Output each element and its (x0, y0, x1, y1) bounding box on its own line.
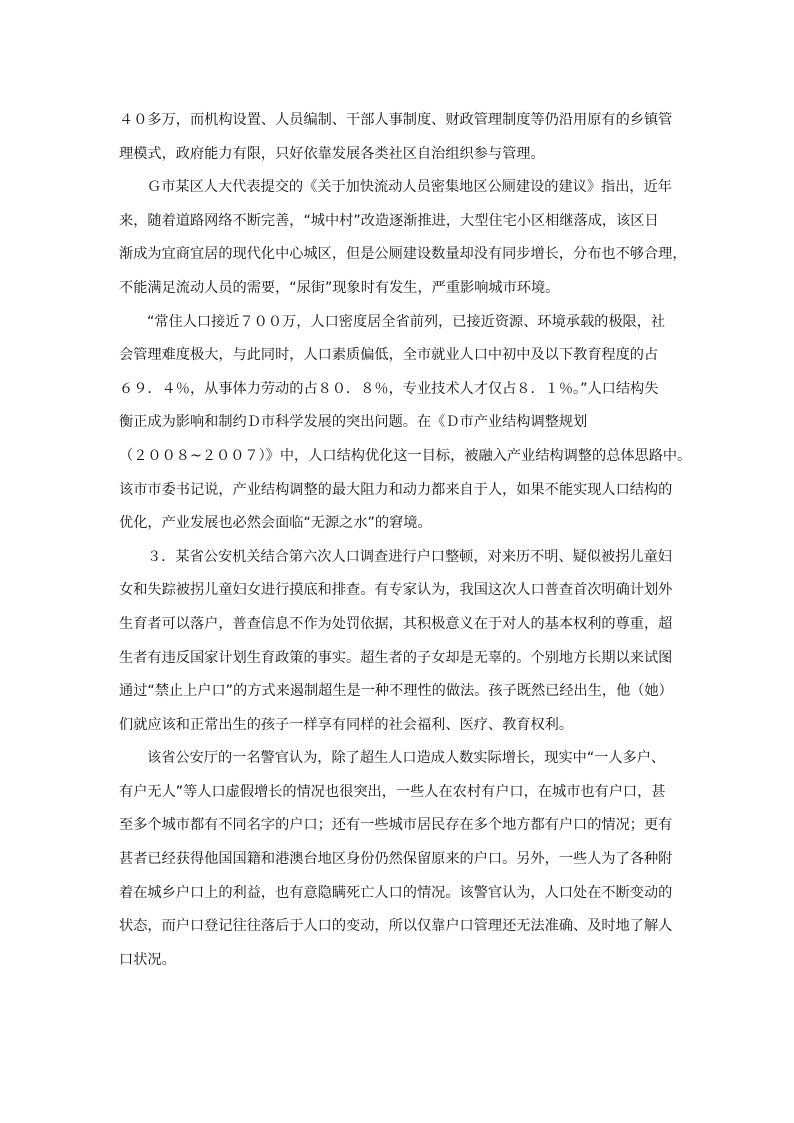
text-line: 口状况。 (119, 951, 176, 968)
text-line: 女和失踪被拐儿童妇女进行摸底和排查。有专家认为，我国这次人口普查首次明确计划外 (119, 582, 673, 599)
text-line: ４０多万，而机构设置、人员编制、干部人事制度、财政管理制度等仍沿用原有的乡镇管 (119, 112, 673, 128)
text-line: 优化，产业发展也必然会面临“无源之水”的窘境。 (119, 515, 432, 532)
paragraph-5 (119, 742, 681, 977)
text-line: Ｇ市某区人大代表提交的《关于加快流动人员密集地区公厕建设的建议》指出，近年 (147, 179, 672, 196)
text-line: 甚者已经获得他国国籍和港澳台地区身份仍然保留原来的户口。另外，一些人为了各种附 (119, 851, 673, 868)
text-line: ３．某省公安机关结合第六次人口调查进行户口整顿，对来历不明、疑似被拐儿童妇 (147, 548, 672, 565)
text-line: 衡正成为影响和制约Ｄ市科学发展的突出问题。在《Ｄ市产业结构调整规划 (119, 414, 588, 431)
text-line: 理模式，政府能力有限，只好依靠发展各类社区自治组织参与管理。 (119, 145, 545, 162)
paragraph-1 (119, 104, 681, 171)
text-line: 该省公安厅的一名警官认为，除了超生人口造成人数实际增长，现实中“一人多户、 (147, 750, 666, 767)
paragraph-3 (119, 306, 692, 541)
paragraph-4 (119, 541, 681, 743)
text-line: 不能满足流动人员的需要，“尿街”现象时有发生，严重影响城市环境。 (119, 279, 560, 296)
text-line: ６９．４％，从事体力劳动的占８０．８％，专业技术人才仅占８．１％。”人口结构失 (119, 380, 659, 397)
text-line: 通过“禁止上户口”的方式来遏制超生是一种不理性的做法。孩子既然已经出生，他（她） (119, 683, 673, 700)
text-line: “常住人口接近７００万，人口密度居全省前列，已接近资源、环境承载的极限，社 (147, 313, 666, 330)
text-line: 状态，而户口登记往往落后于人口的变动，所以仅靠户口管理还无法准确、及时地了解人 (119, 918, 673, 935)
text-line: 们就应该和正常出生的孩子一样享有同样的社会福利、医疗、教育权利。 (119, 716, 574, 733)
text-line: 会管理难度极大，与此同时，人口素质偏低，全市就业人口中初中及以下教育程度的占 (119, 347, 659, 364)
paragraph-2 (119, 171, 687, 305)
text-line: （２００８~２００７）》中，人口结构优化这一目标，被融入产业结构调整的总体思路中。 (119, 447, 692, 464)
text-line: 生者有违反国家计划生育政策的事实。超生者的子女却是无辜的。个别地方长期以来试图 (119, 649, 673, 666)
text-line: 渐成为宜商宜居的现代化中心城区，但是公厕建设数量却没有同步增长，分布也不够合理， (119, 246, 687, 263)
text-line: 至多个城市都有不同名字的户口；还有一些城市居民存在多个地方都有户口的情况；更有 (119, 817, 673, 834)
document-body (119, 104, 692, 977)
text-line: 着在城乡户口上的利益，也有意隐瞒死亡人口的情况。该警官认为，人口处在不断变动的 (119, 884, 673, 901)
text-line: 有户无人”等人口虚假增长的情况也很突出，一些人在农村有户口，在城市也有户口，甚 (119, 783, 666, 800)
text-line: 来，随着道路网络不断完善，“城中村”改造逐渐推进，大型住宅小区相继落成，该区日 (119, 212, 659, 229)
text-line: 该市市委书记说，产业结构调整的最大阻力和动力都来自于人，如果不能实现人口结构的 (119, 481, 673, 498)
text-line: 生育者可以落户，普查信息不作为处罚依据，其积极意义在于对人的基本权利的尊重，超 (119, 615, 673, 632)
